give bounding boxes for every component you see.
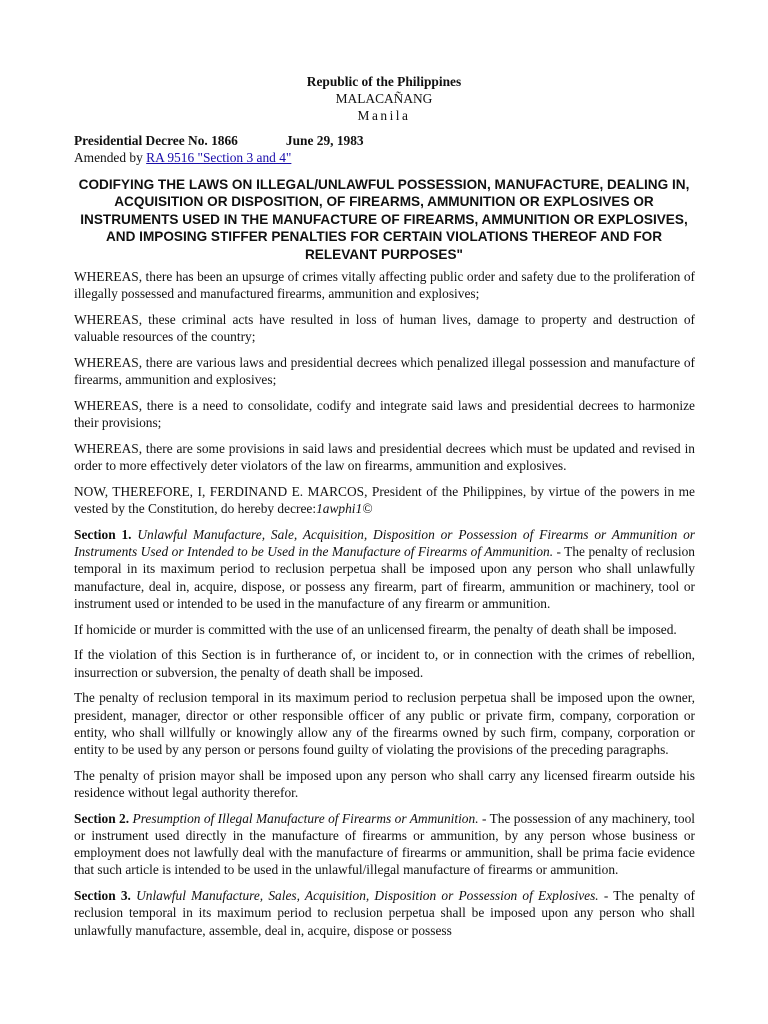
decree-meta	[74, 132, 694, 166]
header-malacanang: MALACAÑANG	[335, 91, 433, 106]
whereas-clause: WHEREAS, there are some provisions in said laws and presidential decrees which must be updated and revised in order to more effectively deter violators of the law on firearms, ammunition and explosives.	[74, 441, 695, 474]
amended-prefix: Amended by	[74, 150, 147, 166]
section-1-text: - The penalty of reclusion temporal in its maximum period to reclusion perpetua shall be imposed upon any person who shall unlawfully manufacture, deal in, acquire, dispose, or possess any firearm, part of firearm, ammunition or machinery, tool or instrument used or intended to be used in the manufacture of any firearm or ammunition.	[74, 544, 695, 611]
amendment-link[interactable]: RA 9516 "Section 3 and 4"	[146, 150, 292, 166]
section-2	[74, 810, 695, 879]
whereas-clause: WHEREAS, there has been an upsurge of crimes vitally affecting public order and safety due to the proliferation of illegally possessed and manufactured firearms, ammunition and explosives;	[74, 269, 695, 302]
section-1-paragraph: The penalty of reclusion temporal in its maximum period to reclusion perpetua shall be imposed upon the owner, president, manager, director or other responsible officer of any public or private firm, company, corporation or entity, who shall willfully or knowingly allow any of the firearms owned by such firm, company, corporation or entity to be used by any person or persons found guilty of violating the provisions of the preceding paragraphs.	[74, 690, 695, 758]
section-3-title: Unlawful Manufacture, Sales, Acquisition, Disposition or Possession of Explosives.	[136, 888, 599, 904]
header-manila: Manila	[357, 108, 411, 123]
section-1-paragraph: The penalty of prision mayor shall be imposed upon any person who shall carry any licensed firearm outside his residence without legal authority therefor.	[74, 767, 695, 801]
header-republic: Republic of the Philippines	[306, 74, 462, 89]
section-1	[74, 526, 695, 612]
section-1-heading: Section 1.	[74, 527, 132, 542]
section-2-title: Presumption of Illegal Manufacture of Firearms or Ammunition.	[132, 810, 479, 826]
decree-date: June 29, 1983	[285, 133, 364, 148]
decree-number-line	[74, 132, 694, 149]
decree-body	[74, 268, 695, 947]
document-header	[0, 73, 768, 124]
whereas-clause: WHEREAS, there is a need to consolidate, codify and integrate said laws and presidential decrees to harmonize their provisions;	[74, 398, 695, 431]
now-therefore-clause	[74, 483, 695, 517]
decree-title: CODIFYING THE LAWS ON ILLEGAL/UNLAWFUL POSSESSION, MANUFACTURE, DEALING IN, ACQUISITION OR DISPOSITION, OF FIREARMS, AMMUNITION OR EXPLOSIVES OR INSTRUMENTS USED IN THE MANUFACTURE OF FIREARMS, AMMUNITION OR EXPLOSIVES, AND IMPOSING STIFFER PENALTIES FOR CERTAIN VIOLATIONS THEREOF AND FOR RELEVANT PURPOSES"	[78, 177, 690, 262]
section-1-title: Unlawful Manufacture, Sale, Acquisition, Disposition or Possession of Firearms or Ammunition or Instruments Used or Intended to be Used in the Manufacture of Firearms of Ammunition.	[74, 527, 695, 560]
amended-line	[74, 149, 694, 166]
section-2-text: - The possession of any machinery, tool or instrument used directly in the manufacture of firearms or ammunition, by any person whose business or employment does not lawfully deal with the manufacture of firearms or ammunition, shall be prima facie evidence that such article is intended to be used in the unlawful/illegal manufacture of firearms or ammunition.	[74, 810, 695, 878]
section-3	[74, 887, 695, 939]
section-1-paragraph: If the violation of this Section is in furtherance of, or incident to, or in connection with the crimes of rebellion, insurrection or subversion, the penalty of death shall be imposed.	[74, 647, 695, 680]
whereas-clause: WHEREAS, there are various laws and presidential decrees which penalized illegal possession and manufacture of firearms, ammunition and explosives;	[74, 355, 695, 388]
section-3-text: - The penalty of reclusion temporal in its maximum period to reclusion perpetua shall be imposed upon any person who shall unlawfully manufacture, assemble, deal in, acquire, dispose or possess	[74, 888, 696, 938]
section-3-heading: Section 3.	[74, 888, 131, 904]
watermark-mark: 1awphi1©	[316, 501, 373, 517]
now-therefore-text: NOW, THEREFORE, I, FERDINAND E. MARCOS, President of the Philippines, by virtue of the powers in me vested by the Constitution, do hereby decree:	[74, 484, 695, 517]
decree-number: Presidential Decree No. 1866	[74, 133, 238, 148]
section-2-heading: Section 2.	[74, 810, 130, 826]
section-1-paragraph: If homicide or murder is committed with the use of an unlicensed firearm, the penalty of death shall be imposed.	[74, 621, 677, 637]
whereas-clause: WHEREAS, these criminal acts have resulted in loss of human lives, damage to property and destruction of valuable resources of the country;	[74, 312, 695, 345]
